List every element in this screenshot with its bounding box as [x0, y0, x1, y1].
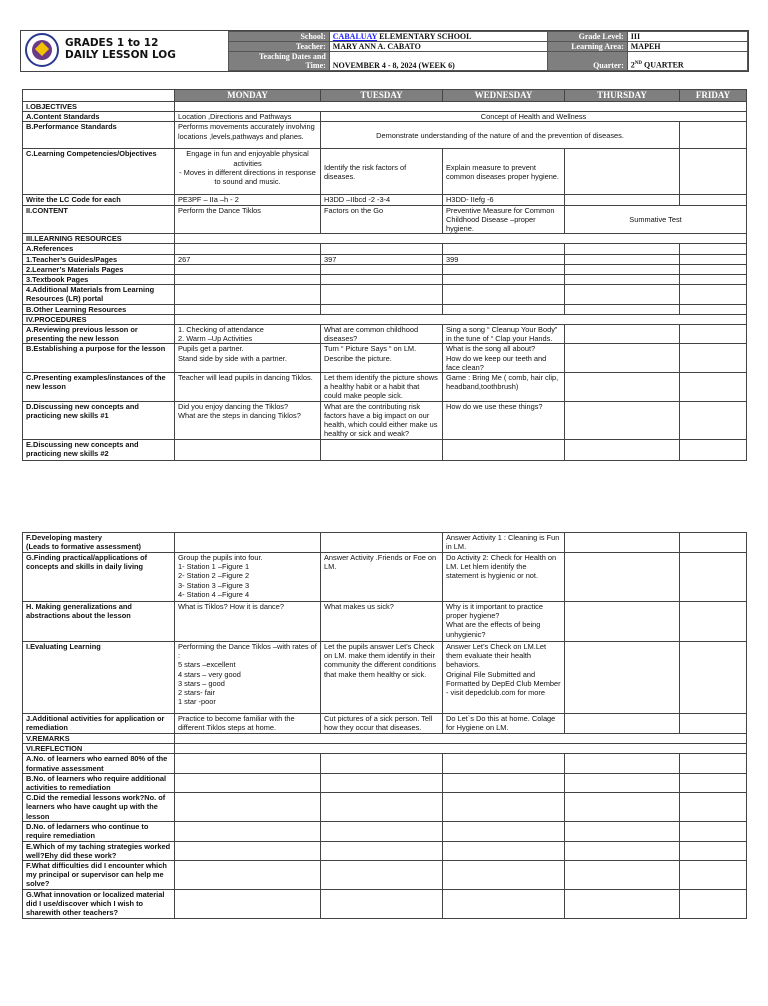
teachers-guide-tue: 397 [321, 254, 443, 264]
table-row [23, 304, 747, 314]
generalization-wed-2: What are the effects of being unhygienic? [446, 620, 541, 639]
table-row [23, 112, 747, 122]
table-row [23, 822, 747, 841]
generalization-mon: What is Tiklos? How it is dance? [175, 602, 321, 642]
table-row [23, 122, 747, 149]
reflection-f-label: F.What difficulties did I encounter which my principal or supervisor can help me solve? [23, 861, 175, 890]
practical-mon-4: 3- Station 3 –Figure 3 [178, 580, 250, 590]
presenting-tue: Let them identify the picture shows a healthy habit or a habit that could make people sick. [321, 373, 443, 402]
day-wednesday: WEDNESDAY [443, 90, 565, 102]
table-row [23, 373, 747, 402]
grade-value: III [627, 32, 747, 42]
lc-code-wed: H3DD- IIefg -6 [443, 195, 565, 205]
practical-tue: Answer Activity .Friends or Foe on LM. [321, 553, 443, 602]
practical-wed: Do Activity 2: Check for Health on LM. Let hlem identify the statement is hygienic or not. [443, 553, 565, 602]
table-row [23, 234, 747, 244]
other-resources-label: B.Other Learning Resources [23, 304, 175, 314]
evaluating-mon [175, 642, 321, 714]
teacher-value: MARY ANN A. CABATO [329, 42, 547, 52]
table-row [23, 314, 747, 324]
generalization-tue: What makes us sick? [321, 602, 443, 642]
table-row [23, 205, 747, 234]
purpose-wed-1: What is the song all about? [446, 344, 536, 354]
discussing-1-mon [175, 401, 321, 439]
practical-mon [175, 553, 321, 602]
teachers-guide-mon: 267 [175, 254, 321, 264]
table-row [23, 344, 747, 373]
generalization-label: H. Making generalizations and abstractions about the lesson [23, 602, 175, 642]
learners-materials-label: 2.Learner’s Materials Pages [23, 264, 175, 274]
evaluating-mon-1: Performing the Dance Tiklos –with rates of : [178, 642, 317, 661]
textbook-pages-label: 3.Textbook Pages [23, 275, 175, 285]
school-link[interactable]: CABALUAY [332, 32, 378, 41]
practical-mon-5: 4- Station 4 –Figure 4 [178, 589, 250, 599]
title-line-2: DAILY LESSON LOG [65, 49, 176, 61]
reflection-label: VI.REFLECTION [23, 744, 175, 754]
table-row [23, 275, 747, 285]
purpose-tue [321, 344, 443, 373]
table-row [23, 149, 747, 195]
objectives-label: I.OBJECTIVES [23, 102, 175, 112]
dates-value: NOVEMBER 4 - 8, 2024 (WEEK 6) [329, 52, 547, 71]
lc-code-label: Write the LC Code for each [23, 195, 175, 205]
table-row [23, 264, 747, 274]
mastery-label-1: F.Developing mastery [26, 533, 102, 542]
additional-activities-label: J.Additional activities for application or remediation [23, 714, 175, 734]
presenting-label: C.Presenting examples/instances of the new lesson [23, 373, 175, 402]
purpose-tue-2: Describe the picture. [324, 353, 392, 363]
reflection-a-label: A.No. of learners who earned 80% of the formative assessment [23, 754, 175, 773]
competencies-mon-2: - Moves in different directions in response to sound and music. [179, 167, 316, 187]
lesson-log-table-2 [22, 532, 747, 919]
generalization-wed [443, 602, 565, 642]
table-row [23, 244, 747, 254]
discussing-1-label: D.Discussing new concepts and practicing new skills #1 [23, 401, 175, 439]
presenting-mon: Teacher will lead pupils in dancing Tiklos. [175, 373, 321, 402]
additional-activities-tue: Cut pictures of a sick person. Tell how they occur that diseases. [321, 714, 443, 734]
evaluating-mon-2: 5 stars –excellent [178, 660, 236, 670]
table-row [23, 602, 747, 642]
day-header-row [23, 90, 747, 102]
generalization-wed-1: Why is it important to practice proper hygiene? [446, 602, 543, 621]
content-mon: Perform the Dance Tiklos [175, 205, 321, 234]
mastery-label [23, 533, 175, 553]
content-thu: Summative Test [565, 205, 747, 234]
content-label: II.CONTENT [23, 205, 175, 234]
performance-standards-label: B.Performance Standards [23, 122, 175, 149]
purpose-tue-1: Turn “ Picture Says “ on LM. [324, 344, 417, 354]
lc-code-mon: PE3PF – IIa –h - 2 [175, 195, 321, 205]
purpose-label: B.Establishing a purpose for the lesson [23, 344, 175, 373]
additional-activities-mon: Practice to become familiar with the different Tiklos steps at home. [175, 714, 321, 734]
procedures-label: IV.PROCEDURES [23, 314, 175, 324]
table-row [23, 533, 747, 553]
table-row [23, 285, 747, 304]
evaluating-wed [443, 642, 565, 714]
purpose-mon [175, 344, 321, 373]
competencies-label: C.Learning Competencies/Objectives [23, 149, 175, 195]
table-row [23, 439, 747, 460]
evaluating-tue: Let the pupils answer Let’s Check on LM. make them identify in their community the different conditions that make them healthy or sick. [321, 642, 443, 714]
resources-label: III.LEARNING RESOURCES [23, 234, 175, 244]
review-wed: Sing a song “ Cleanup Your Body” in the tune of “ Clap your Hands. [443, 325, 565, 344]
discussing-1-mon-1: Did you enjoy dancing the Tiklos? [178, 401, 289, 411]
table-row [23, 773, 747, 792]
performance-standards-mon: Performs movements accurately involving locations ,levels,pathways and planes. [175, 122, 321, 149]
additional-activities-wed: Do Let`s Do this at home. Colage for Hygiene on LM. [443, 714, 565, 734]
day-thursday: THURSDAY [565, 90, 680, 102]
reflection-e-label: E.Which of my taching strategies worked well?Ehy did these work? [23, 841, 175, 860]
day-friday: FRIDAY [680, 90, 747, 102]
table-row [23, 195, 747, 205]
reflection-b-label: B.No. of learners who require additional activities to remediation [23, 773, 175, 792]
table-row [23, 254, 747, 264]
discussing-2-label: E.Discussing new concepts and practicing new skills #2 [23, 439, 175, 460]
table-row [23, 102, 747, 112]
evaluating-wed-2: Original File Submitted and Formatted by DepEd Club Member - visit depedclub.com for more [446, 669, 561, 698]
practical-mon-1: Group the pupils into four. [178, 553, 263, 562]
table-row [23, 793, 747, 822]
practical-label: G.Finding practical/applications of concepts and skills in daily living [23, 553, 175, 602]
purpose-mon-1: Pupils get a partner. [178, 344, 244, 354]
review-tue: What are common childhood diseases? [321, 325, 443, 344]
header-info-table [228, 31, 748, 71]
table-row [23, 734, 747, 744]
discussing-1-mon-2: What are the steps in dancing Tiklos? [178, 410, 301, 420]
review-label: A.Reviewing previous lesson or presenting the new lesson [23, 325, 175, 344]
competencies-wed: Explain measure to prevent common diseases proper hygiene. [443, 149, 565, 195]
quarter-num: 2 [630, 61, 635, 70]
lesson-log-table-1 [22, 89, 747, 461]
evaluating-label: I.Evaluating Learning [23, 642, 175, 714]
reflection-c-label: C.Did the remedial lessons work?No. of learners who have caught up with the lesson [23, 793, 175, 822]
references-label: A.References [23, 244, 175, 254]
purpose-wed [443, 344, 565, 373]
document-title [65, 37, 176, 61]
purpose-wed-2: How do we keep our teeth and face clean? [446, 353, 547, 372]
purpose-mon-2: Stand side by side with a partner. [178, 353, 287, 363]
competencies-tue: Identify the risk factors of diseases. [321, 149, 443, 195]
dates-label [229, 52, 330, 71]
content-standards-label: A.Content Standards [23, 112, 175, 122]
school-rest: ELEMENTARY SCHOOL [377, 32, 472, 41]
practical-mon-2: 1- Station 1 –Figure 1 [178, 562, 250, 572]
evaluating-wed-1: Answer Let’s Check on LM.Let them evaluate their health behaviors. [446, 642, 547, 670]
presenting-wed: Game : Bring Me ( comb, hair clip, headband,toothbrush) [443, 373, 565, 402]
mastery-wed: Answer Activity 1 : Cleaning is Fun in LM. [443, 533, 565, 553]
evaluating-mon-4: 3 stars – good [178, 678, 225, 688]
practical-mon-3: 2- Station 2 –Figure 2 [178, 571, 250, 581]
table-row [23, 890, 747, 919]
reflection-d-label: D.No. of ledarners who continue to require remediation [23, 822, 175, 841]
content-wed: Preventive Measure for Common Childhood Disease –proper hygiene. [443, 205, 565, 234]
teacher-label: Teacher: [229, 42, 330, 52]
area-value: MAPEH [627, 42, 747, 52]
mastery-label-2: (Leads to formative assessment) [26, 542, 142, 552]
school-value [329, 32, 547, 42]
day-monday: MONDAY [175, 90, 321, 102]
teachers-guide-wed: 399 [443, 254, 565, 264]
reflection-g-label: G.What innovation or localized material did I use/discover which I wish to sharewith other teachers? [23, 890, 175, 919]
additional-materials-label: 4.Additional Materials from Learning Resources (LR) portal [23, 285, 175, 304]
grade-label: Grade Level: [547, 32, 627, 42]
table-row [23, 714, 747, 734]
title-line-1: GRADES 1 to 12 [65, 37, 159, 49]
table-row [23, 553, 747, 602]
discussing-1-tue: What are the contributing risk factors have a big impact on our health, which could either make us healthy or sick and weak? [321, 401, 443, 439]
content-standards-rest: Concept of Health and Wellness [321, 112, 747, 122]
review-mon-2: 2. Warm –Up Activities [178, 334, 253, 344]
evaluating-mon-3: 4 stars – very good [178, 669, 241, 679]
content-standards-mon: Location ,Directions and Pathways [175, 112, 321, 122]
quarter-rest: QUARTER [641, 61, 684, 70]
table-row [23, 841, 747, 860]
performance-standards-rest: Demonstrate understanding of the nature of and the prevention of diseases. [321, 122, 680, 149]
competencies-mon-1: Engage in fun and enjoyable physical activities [186, 149, 309, 168]
dll-header [20, 30, 749, 72]
table-row [23, 754, 747, 773]
table-row [23, 744, 747, 754]
table-row [23, 325, 747, 344]
day-tuesday: TUESDAY [321, 90, 443, 102]
content-tue: Factors on the Go [321, 205, 443, 234]
discussing-1-wed: How do we use these things? [443, 401, 565, 439]
table-row [23, 861, 747, 890]
dates-label-2: Time: [305, 61, 326, 70]
table-row [23, 642, 747, 714]
table-row [23, 401, 747, 439]
evaluating-mon-5: 2 stars- fair [178, 688, 215, 698]
teachers-guide-label: 1.Teacher’s Guides/Pages [23, 254, 175, 264]
lc-code-tue: H3DD –IIbcd -2 -3-4 [321, 195, 443, 205]
review-mon-1: 1. Checking of attendance [178, 325, 264, 335]
blank-header-cell [23, 90, 175, 102]
remarks-label: V.REMARKS [23, 734, 175, 744]
competencies-mon [175, 149, 321, 195]
dates-label-1: Teaching Dates and [258, 52, 326, 61]
quarter-value [627, 52, 747, 71]
area-label: Learning Area: [547, 42, 627, 52]
quarter-sup: ND [634, 61, 642, 67]
review-mon [175, 325, 321, 344]
quarter-label: Quarter: [547, 52, 627, 71]
evaluating-mon-6: 1 star -poor [178, 697, 216, 707]
school-label: School: [229, 32, 330, 42]
deped-seal-icon [25, 33, 59, 67]
